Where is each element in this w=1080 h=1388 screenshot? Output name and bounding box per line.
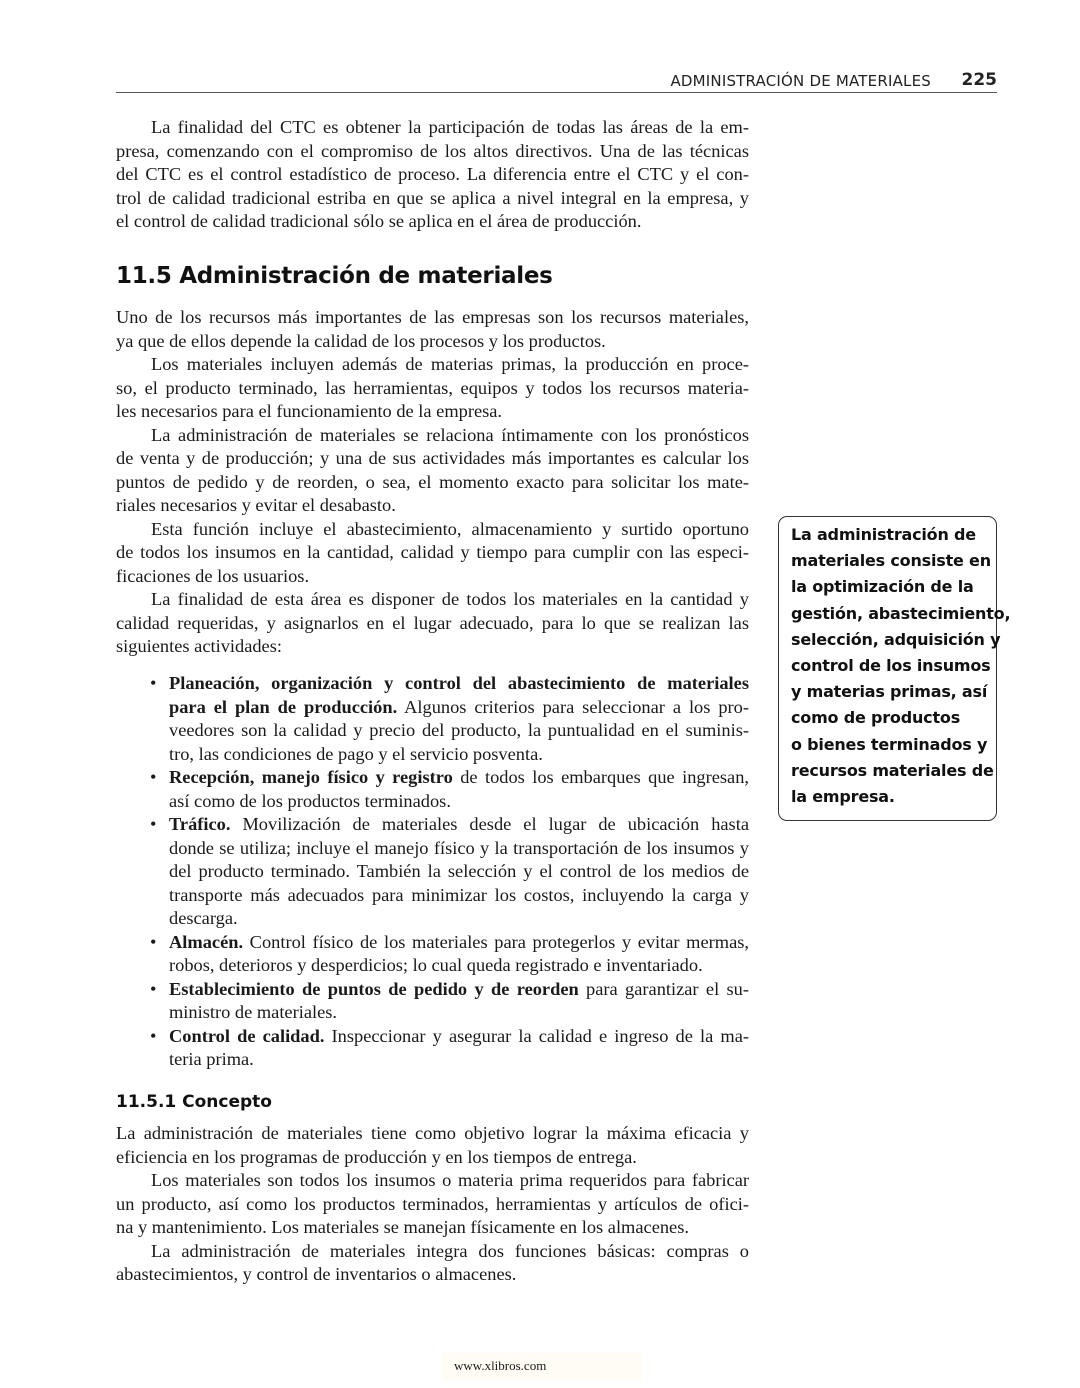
line-text: del producto terminado. También la selección y el control de los medios de [169, 861, 749, 881]
concept-text [116, 1122, 749, 1287]
text-line [169, 1001, 749, 1025]
text-line [169, 954, 749, 978]
text-line [169, 672, 749, 696]
line-text: de todos los embarques que ingresan, [452, 767, 749, 787]
running-header [116, 70, 997, 93]
text-line: Los materiales son todos los insumos o materia prima requeridos para fabricar [151, 1170, 749, 1190]
text-line [169, 884, 749, 908]
sidebar-note-line: gestión, abastecimiento, [791, 603, 1011, 623]
text-line: eficiencia en los programas de producción y en los tiempos de entrega. [116, 1146, 637, 1167]
text-line [169, 813, 749, 837]
text-line: ficaciones de los usuarios. [116, 565, 310, 586]
list-item [116, 672, 749, 766]
sidebar-note-line: como de productos [791, 708, 961, 728]
sidebar-note-line: la optimización de la [791, 577, 974, 597]
bold-term: Planeación, organización y control del abastecimiento de materiales [169, 673, 749, 693]
line-text: Movilización de materiales desde el lugar de ubicación hasta [230, 814, 749, 834]
text-line: presa, comenzando con el compromiso de los altos directivos. Una de las técnicas [116, 140, 749, 161]
text-line [169, 837, 749, 861]
text-line: so, el producto terminado, las herramientas, equipos y todos los recursos materia- [116, 377, 749, 398]
paragraph [116, 1122, 749, 1169]
page-number: 225 [961, 70, 997, 90]
line-text: transporte más adecuados para minimizar los costos, incluyendo la carga y [169, 884, 749, 905]
intro-text [116, 116, 749, 234]
line-text: descarga. [169, 908, 238, 928]
text-line: Esta función incluye el abastecimiento, almacenamiento y surtido oportuno [151, 518, 749, 539]
paragraph [116, 353, 749, 424]
text-line: riales necesarios y evitar el desabasto. [116, 495, 396, 515]
text-line: Los materiales incluyen además de materias primas, la producción en proce- [151, 354, 749, 374]
text-line [169, 719, 749, 743]
bold-term: Almacén. [169, 931, 244, 952]
text-line: abastecimientos, y control de inventarios o almacenes. [116, 1264, 517, 1284]
paragraph [116, 518, 749, 589]
text-line: el control de calidad tradicional sólo se aplica en el área de producción. [116, 211, 642, 231]
text-line [169, 766, 749, 790]
list-item [116, 931, 749, 978]
bullet-icon: • [150, 673, 157, 693]
text-line: La administración de materiales tiene como objetivo lograr la máxima eficacia y [116, 1123, 749, 1143]
text-line [169, 931, 749, 955]
sidebar-note-line: recursos materiales de [791, 760, 994, 780]
sidebar-note-line: selección, adquisición y [791, 629, 1001, 649]
line-text: así como de los productos terminados. [169, 790, 451, 811]
sidebar-note-line: La administración de [791, 525, 976, 544]
list-item [116, 766, 749, 813]
line-text: Algunos criterios para seleccionar a los pro- [397, 696, 749, 717]
text-line [169, 907, 749, 931]
sidebar-note-line: la empresa. [791, 787, 895, 807]
sidebar-note-line: control de los insumos [791, 656, 991, 676]
section-heading: 11.5 Administración de materiales [116, 263, 553, 289]
text-line: les necesarios para el funcionamiento de la empresa. [116, 401, 503, 421]
paragraph [116, 1240, 749, 1287]
text-line [169, 790, 749, 814]
text-line: de venta y de producción; y una de sus actividades más importantes es calcular los [116, 448, 749, 468]
bullet-icon: • [150, 767, 157, 787]
text-line [169, 743, 749, 767]
line-text: Control físico de los materiales para protegerlos y evitar mermas, [243, 931, 749, 952]
line-text: ministro de materiales. [169, 1002, 338, 1022]
activities-list [116, 672, 749, 1072]
subsection-heading: 11.5.1 Concepto [116, 1092, 272, 1112]
bullet-icon: • [150, 814, 157, 834]
text-line: ya que de ellos depende la calidad de los procesos y los productos. [116, 330, 606, 351]
text-line: de todos los insumos en la cantidad, calidad y tiempo para cumplir con las especi- [116, 542, 749, 562]
bold-term: para el plan de producción. [169, 696, 398, 717]
line-text: robos, deterioros y desperdicios; lo cual queda registrado e inventariado. [169, 955, 703, 975]
text-line: La finalidad de esta área es disponer de todos los materiales en la cantidad y [151, 589, 749, 609]
line-text: para garantizar el su- [578, 978, 749, 999]
line-text: teria prima. [169, 1049, 254, 1069]
bullet-icon: • [150, 978, 157, 999]
text-line: siguientes actividades: [116, 636, 282, 656]
text-line [169, 1025, 749, 1049]
footer-watermark: www.xlibros.com [442, 1352, 642, 1380]
paragraph [116, 116, 749, 234]
paragraph [116, 424, 749, 518]
text-line [169, 1048, 749, 1072]
text-line: La administración de materiales integra dos funciones básicas: compras o [151, 1240, 749, 1261]
text-line: un producto, así como los productos terminados, herramientas y artículos de ofici- [116, 1193, 749, 1214]
bullet-icon: • [150, 1025, 157, 1046]
text-line [169, 978, 749, 1002]
text-line: trol de calidad tradicional estriba en que se aplica a nivel integral en la empresa, y [116, 187, 749, 208]
sidebar-note-line: o bienes terminados y [791, 734, 988, 754]
line-text: veedores son la calidad y precio del producto, la puntualidad en el suminis- [169, 720, 749, 740]
text-line: puntos de pedido y de reorden, o sea, el momento exacto para solicitar los mate- [116, 471, 749, 492]
text-line: na y mantenimiento. Los materiales se manejan físicamente en los almacenes. [116, 1217, 689, 1237]
list-item [116, 1025, 749, 1072]
list-item [116, 978, 749, 1025]
text-line [169, 696, 749, 720]
line-text: donde se utiliza; incluye el manejo físico y la transportación de los insumos y [169, 837, 749, 858]
text-line: La administración de materiales se relaciona íntimamente con los pronósticos [151, 424, 749, 445]
text-line [169, 860, 749, 884]
list-item [116, 813, 749, 931]
line-text: Inspeccionar y asegurar la calidad e ingreso de la ma- [324, 1025, 749, 1046]
bold-term: Recepción, manejo físico y registro [169, 767, 453, 787]
paragraph [116, 306, 749, 353]
paragraph [116, 1169, 749, 1240]
sidebar-note-line: y materias primas, así [791, 682, 988, 702]
bold-term: Control de calidad. [169, 1025, 325, 1046]
paragraph [116, 588, 749, 659]
bullet-icon: • [150, 931, 157, 952]
sidebar-note-line: materiales consiste en [791, 551, 991, 571]
bold-term: Establecimiento de puntos de pedido y de reorden [169, 978, 579, 999]
bold-term: Tráfico. [169, 814, 231, 834]
running-header-title: ADMINISTRACIÓN DE MATERIALES [670, 72, 931, 90]
text-line: Uno de los recursos más importantes de las empresas son los recursos materiales, [116, 307, 749, 327]
text-line: del CTC es el control estadístico de proceso. La diferencia entre el CTC y el con- [116, 164, 749, 184]
text-line: La finalidad del CTC es obtener la participación de todas las áreas de la em- [151, 117, 749, 137]
text-line: calidad requeridas, y asignarlos en el lugar adecuado, para lo que se realizan las [116, 612, 749, 633]
line-text: tro, las condiciones de pago y el servicio posventa. [169, 743, 543, 764]
section-text [116, 306, 749, 659]
sidebar-note-box [778, 516, 1011, 821]
